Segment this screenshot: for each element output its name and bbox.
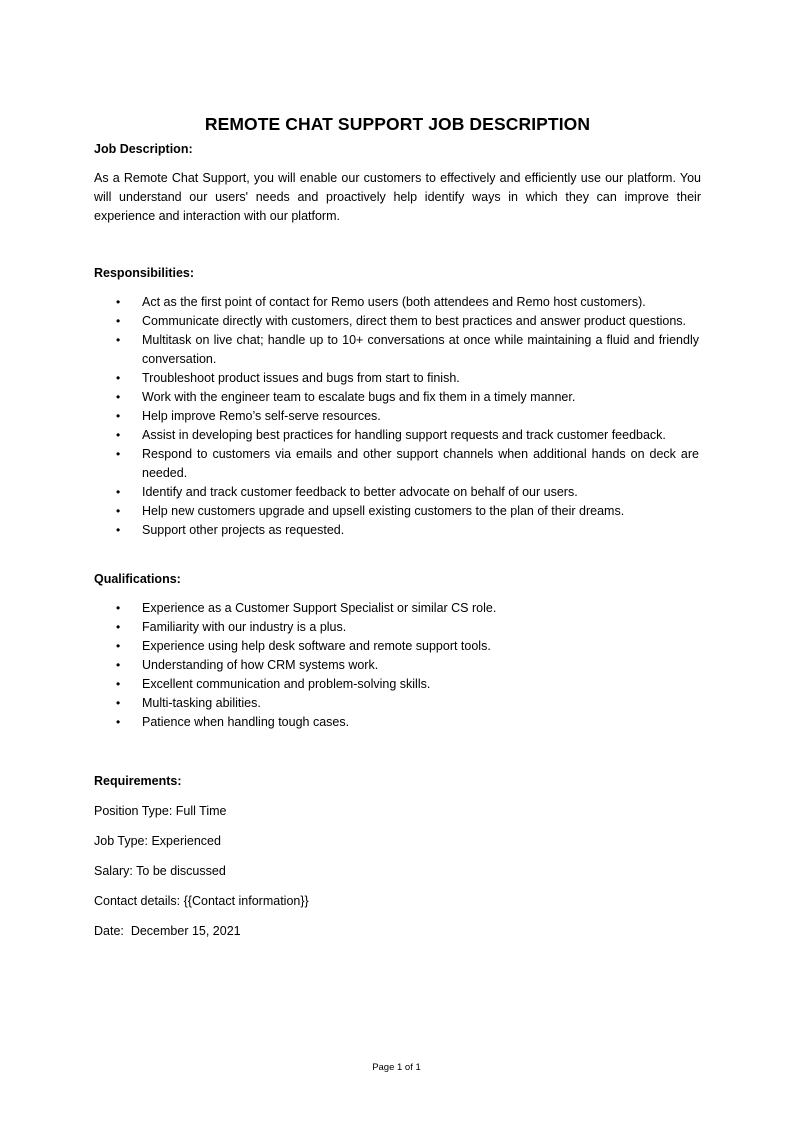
responsibilities-list	[94, 293, 701, 540]
requirements-section	[94, 772, 701, 941]
list-item: • Communicate directly with customers, direct them to best practices and answer product questions.	[94, 312, 701, 331]
bullet-icon: •	[116, 333, 121, 347]
bullet-icon: •	[116, 295, 121, 309]
date: Date: December 15, 2021	[94, 924, 241, 938]
responsibilities-heading: Responsibilities:	[94, 266, 195, 280]
job-type: Job Type: Experienced	[94, 834, 221, 848]
list-item: • Understanding of how CRM systems work.	[94, 656, 701, 675]
list-item: • Help improve Remo’s self-serve resources.	[94, 407, 701, 426]
list-item: • Familiarity with our industry is a plus.	[94, 618, 701, 637]
bullet-icon: •	[116, 620, 121, 634]
position-type: Position Type: Full Time	[94, 804, 227, 818]
list-item: • Respond to customers via emails and other support channels when additional hands on deck are needed.	[116, 447, 699, 480]
list-item: • Act as the first point of contact for Remo users (both attendees and Remo host customers).	[94, 293, 701, 312]
bullet-icon: •	[116, 447, 121, 461]
job-description-text: As a Remote Chat Support, you will enable our customers to effectively and efficiently use our platform. You will understand our users' needs and proactively help identify ways in which they can improve their experience and interaction with our platform.	[94, 171, 701, 223]
salary: Salary: To be discussed	[94, 864, 226, 878]
qualifications-list	[94, 599, 701, 732]
job-description-heading: Job Description:	[94, 142, 193, 156]
qualifications-section	[94, 570, 701, 732]
bullet-icon: •	[116, 715, 121, 729]
bullet-icon: •	[116, 409, 121, 423]
responsibilities-section	[94, 264, 701, 540]
bullet-icon: •	[116, 658, 121, 672]
bullet-icon: •	[116, 523, 121, 537]
list-item: • Identify and track customer feedback to better advocate on behalf of our users.	[94, 483, 701, 502]
document-body	[94, 112, 701, 941]
bullet-icon: •	[116, 485, 121, 499]
list-item: • Support other projects as requested.	[94, 521, 701, 540]
bullet-icon: •	[116, 390, 121, 404]
bullet-icon: •	[116, 371, 121, 385]
bullet-icon: •	[116, 504, 121, 518]
document-title: REMOTE CHAT SUPPORT JOB DESCRIPTION	[204, 114, 591, 134]
contact-details: Contact details: {{Contact information}}	[94, 894, 309, 908]
list-item: • Patience when handling tough cases.	[94, 713, 701, 732]
qualifications-heading: Qualifications:	[94, 572, 181, 586]
job-description-section	[94, 140, 701, 226]
bullet-icon: •	[116, 677, 121, 691]
bullet-icon: •	[116, 601, 121, 615]
bullet-icon: •	[116, 428, 121, 442]
list-item: • Excellent communication and problem-solving skills.	[94, 675, 701, 694]
list-item: • Multitask on live chat; handle up to 10+ conversations at once while maintaining a fluid and friendly conversation.	[116, 333, 699, 366]
list-item: • Help new customers upgrade and upsell existing customers to the plan of their dreams.	[94, 502, 701, 521]
list-item: • Assist in developing best practices for handling support requests and track customer feedback.	[94, 426, 701, 445]
list-item: • Work with the engineer team to escalate bugs and fix them in a timely manner.	[94, 388, 701, 407]
bullet-icon: •	[116, 639, 121, 653]
list-item: • Multi-tasking abilities.	[94, 694, 701, 713]
list-item: • Troubleshoot product issues and bugs from start to finish.	[94, 369, 701, 388]
bullet-icon: •	[116, 314, 121, 328]
list-item: • Experience as a Customer Support Specialist or similar CS role.	[94, 599, 701, 618]
requirements-heading: Requirements:	[94, 774, 182, 788]
bullet-icon: •	[116, 696, 121, 710]
page-number-footer: Page 1 of 1	[372, 1062, 421, 1073]
list-item: • Experience using help desk software and remote support tools.	[94, 637, 701, 656]
